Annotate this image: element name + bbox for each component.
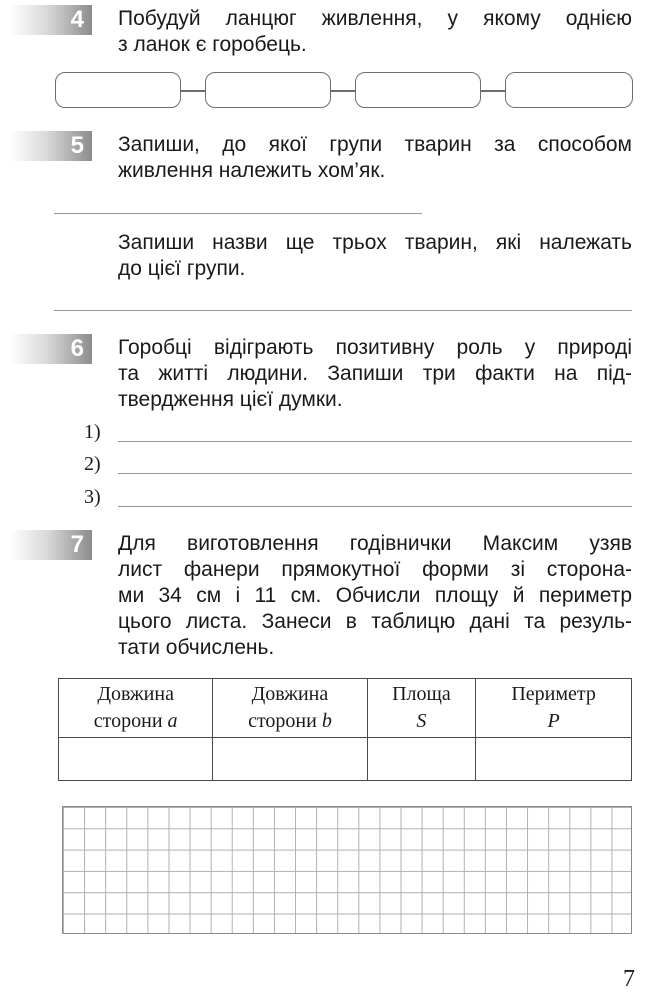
text-line: тати обчислень. xyxy=(118,636,275,659)
item-number: 1) xyxy=(84,421,101,443)
calculation-grid[interactable] xyxy=(62,806,632,934)
chain-box-1[interactable] xyxy=(55,72,181,108)
chain-box-2[interactable] xyxy=(205,72,331,108)
text-line: з ланок є горобець. xyxy=(118,33,307,56)
text-line: до цієї групи. xyxy=(118,257,246,280)
text-line: Запиши, до якої групи тварин за способом xyxy=(118,133,632,156)
header-line: сторони xyxy=(248,710,317,732)
header-variable: b xyxy=(321,710,332,732)
header-line: Периметр xyxy=(511,683,596,705)
task-text xyxy=(118,335,632,413)
item-number: 2) xyxy=(84,453,101,475)
task-number: 7 xyxy=(70,531,84,558)
answer-line[interactable] xyxy=(118,441,632,442)
header-line: сторони xyxy=(93,710,163,732)
answer-line[interactable] xyxy=(54,310,632,311)
answer-cell-area[interactable] xyxy=(367,738,476,781)
task-number-badge xyxy=(10,5,92,35)
header-perimeter xyxy=(476,679,632,738)
chain-link xyxy=(481,90,505,92)
answer-line[interactable] xyxy=(118,506,632,507)
page-number: 7 xyxy=(623,966,635,992)
text-line: Горобці відіграють позитивну роль у природі xyxy=(118,336,632,359)
header-side-b xyxy=(213,679,367,738)
table-row xyxy=(59,738,632,781)
text-line: лист фанери прямокутної форми зі сторона- xyxy=(118,558,632,581)
header-area xyxy=(367,679,476,738)
answer-cell-perimeter[interactable] xyxy=(476,738,632,781)
text-line: твердження цієї думки. xyxy=(118,388,343,411)
header-variable: a xyxy=(167,710,178,732)
text-line: живлення належить хом’як. xyxy=(118,159,386,182)
task-number-badge xyxy=(10,131,92,161)
task-text xyxy=(118,132,632,184)
text-line: Побудуй ланцюг живлення, у якому однією xyxy=(118,7,632,30)
header-variable: S xyxy=(416,710,427,732)
chain-box-4[interactable] xyxy=(505,72,633,108)
text-line: ми 34 см і 11 см. Обчисли площу й периметр xyxy=(118,584,632,607)
text-line: Запиши назви ще трьох тварин, які належать xyxy=(118,231,632,254)
answer-line[interactable] xyxy=(54,213,422,214)
task-text xyxy=(118,6,632,58)
answer-line[interactable] xyxy=(118,473,632,474)
text-line: Для виготовлення годівнички Максим узяв xyxy=(118,532,632,555)
header-variable: P xyxy=(547,710,560,732)
task-number: 4 xyxy=(70,6,84,33)
calculation-table xyxy=(58,678,632,781)
task-number-badge xyxy=(10,530,92,560)
answer-cell-a[interactable] xyxy=(59,738,213,781)
text-line: та житті людини. Запиши три факти на під- xyxy=(118,362,632,385)
task-text xyxy=(118,531,632,661)
text-line: цього листа. Занеси в таблицю дані та резуль- xyxy=(118,610,632,633)
task-number: 6 xyxy=(70,335,84,362)
header-side-a xyxy=(59,679,213,738)
food-chain xyxy=(55,72,633,110)
header-line: Площа xyxy=(392,683,451,705)
item-number: 3) xyxy=(84,486,101,508)
table-header-row xyxy=(59,679,632,738)
chain-box-3[interactable] xyxy=(355,72,481,108)
task-number: 5 xyxy=(70,132,84,159)
chain-link xyxy=(181,90,205,92)
chain-link xyxy=(331,90,355,92)
header-line: Довжина xyxy=(97,683,174,705)
task-text xyxy=(118,230,632,282)
answer-cell-b[interactable] xyxy=(213,738,367,781)
task-number-badge xyxy=(10,334,92,364)
header-line: Довжина xyxy=(251,683,329,705)
